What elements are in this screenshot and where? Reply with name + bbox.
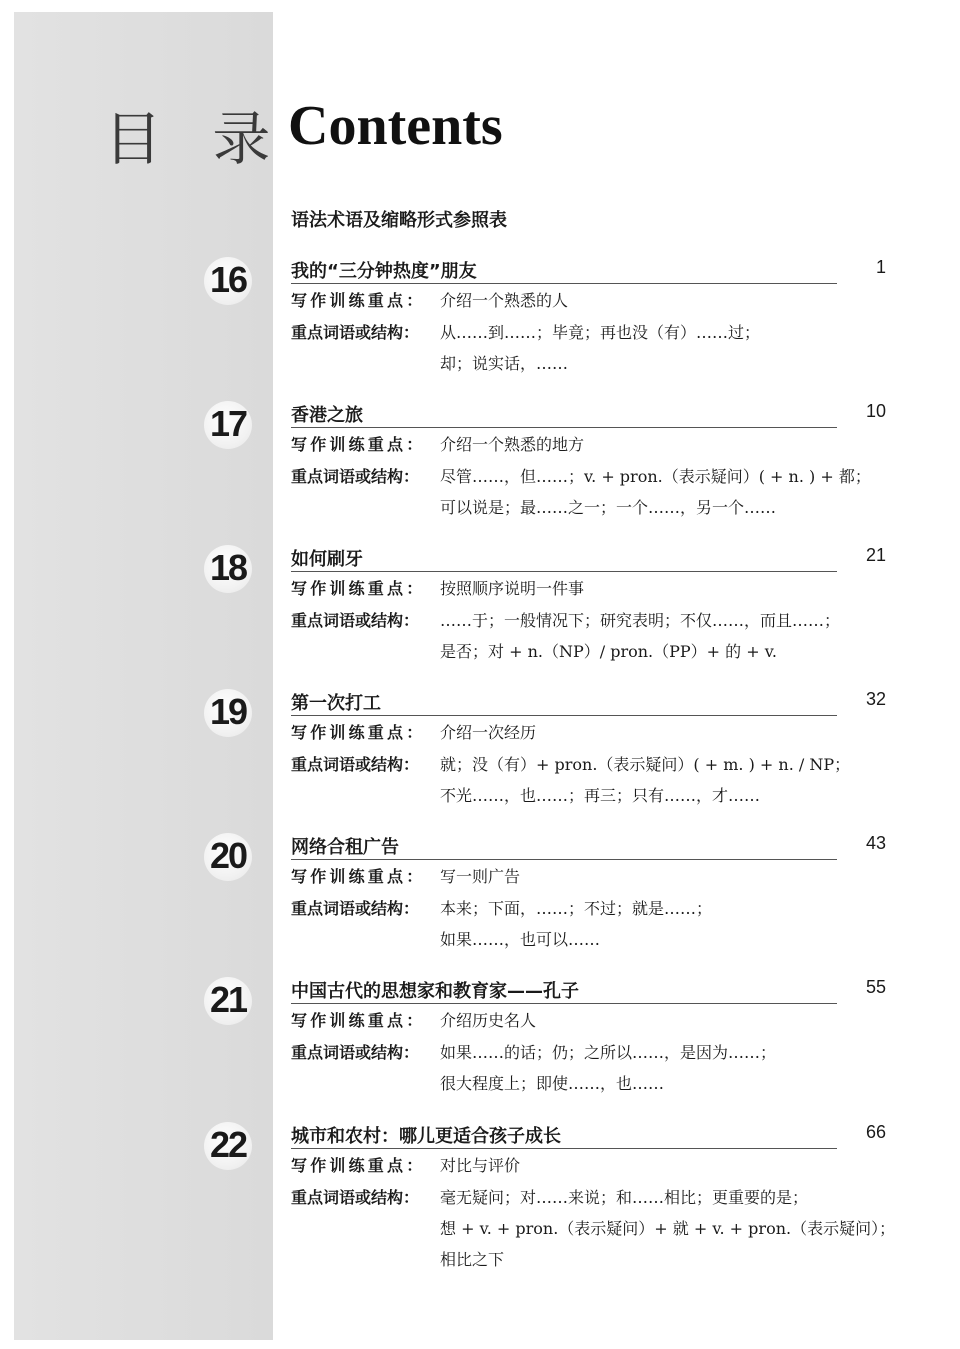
focus-text: 介绍一次经历 [440, 723, 537, 742]
focus-text: 写一则广告 [440, 867, 521, 886]
structures-line-1: 如果……的话；仍；之所以……，是因为……； [440, 1043, 777, 1062]
toc-unit-17 [0, 401, 960, 541]
unit-title[interactable]: 城市和农村：哪儿更适合孩子成长 [291, 1126, 561, 1147]
focus-label: 写作训练重点： [291, 435, 426, 454]
unit-title[interactable]: 如何刷牙 [291, 549, 363, 570]
focus-text: 介绍历史名人 [440, 1011, 537, 1030]
unit-number: 17 [209, 403, 247, 444]
unit-number: 18 [209, 547, 247, 588]
structures-label: 重点词语或结构： [291, 1188, 420, 1207]
unit-number: 20 [209, 835, 247, 876]
focus-text: 介绍一个熟悉的人 [440, 291, 569, 310]
title-underline [291, 1003, 837, 1004]
unit-number: 19 [209, 691, 247, 732]
structures-line-3: 相比之下 [440, 1250, 505, 1269]
title-underline [291, 1148, 837, 1149]
focus-label: 写作训练重点： [291, 867, 426, 886]
structures-line-1: 尽管……，但……；v. + pron.（表示疑问）( + n. ) + 都； [440, 467, 871, 486]
page-number: 21 [865, 545, 886, 565]
structures-line-1: 从……到……；毕竟；再也没（有）……过； [440, 323, 761, 342]
structures-label: 重点词语或结构： [291, 467, 420, 486]
focus-label: 写作训练重点： [291, 579, 426, 598]
unit-title[interactable]: 网络合租广告 [291, 837, 399, 858]
structures-line-2: 可以说是；最……之一；一个……，另一个…… [440, 498, 777, 517]
unit-title[interactable]: 中国古代的思想家和教育家——孔子 [291, 981, 579, 1002]
focus-text: 介绍一个熟悉的地方 [440, 435, 585, 454]
toc-unit-21 [0, 977, 960, 1117]
structures-line-2: 想 + v. + pron.（表示疑问）+ 就 + v. + pron.（表示疑问）； [440, 1219, 896, 1238]
structures-line-2: 很大程度上；即使……，也…… [440, 1074, 665, 1093]
toc-unit-22 [0, 1122, 960, 1282]
page-title-chinese: 目 录 [104, 105, 287, 173]
unit-number: 16 [209, 259, 247, 300]
structures-line-2: 却；说实话，…… [440, 354, 569, 373]
structures-line-1: ……于；一般情况下；研究表明；不仅……，而且……； [440, 611, 841, 630]
title-underline [291, 571, 837, 572]
title-underline [291, 715, 837, 716]
focus-label: 写作训练重点： [291, 1156, 426, 1175]
focus-label: 写作训练重点： [291, 1011, 426, 1030]
structures-label: 重点词语或结构： [291, 1043, 420, 1062]
title-underline [291, 283, 837, 284]
page-number: 10 [865, 401, 886, 421]
structures-label: 重点词语或结构： [291, 323, 420, 342]
structures-label: 重点词语或结构： [291, 899, 420, 918]
page-number: 32 [865, 689, 886, 709]
structures-line-1: 毫无疑问；对……来说；和……相比；更重要的是； [440, 1188, 809, 1207]
page-number: 43 [865, 833, 886, 853]
page-number: 1 [875, 257, 886, 277]
title-underline [291, 427, 837, 428]
structures-line-1: 本来；下面，……；不过；就是……； [440, 899, 713, 918]
structures-line-2: 不光……，也……；再三；只有……，才…… [440, 786, 761, 805]
structures-label: 重点词语或结构： [291, 611, 420, 630]
unit-title[interactable]: 第一次打工 [291, 693, 381, 714]
focus-label: 写作训练重点： [291, 291, 426, 310]
structures-line-2: 如果……，也可以…… [440, 930, 601, 949]
page-title-english: Contents [288, 95, 503, 157]
reference-table-link[interactable]: 语法术语及缩略形式参照表 [291, 210, 507, 231]
toc-unit-16 [0, 257, 960, 397]
page-number: 55 [865, 977, 886, 997]
focus-text: 对比与评价 [440, 1156, 521, 1175]
structures-line-1: 就；没（有）+ pron.（表示疑问）( + m. ) + n. / NP； [440, 755, 851, 774]
page-number: 66 [865, 1122, 886, 1142]
toc-unit-18 [0, 545, 960, 685]
focus-text: 按照顺序说明一件事 [440, 579, 585, 598]
toc-unit-19 [0, 689, 960, 829]
unit-number: 21 [209, 979, 247, 1020]
unit-number: 22 [209, 1124, 247, 1165]
toc-unit-20 [0, 833, 960, 973]
structures-label: 重点词语或结构： [291, 755, 420, 774]
unit-title[interactable]: 香港之旅 [291, 405, 363, 426]
title-underline [291, 859, 837, 860]
unit-title[interactable]: 我的“三分钟热度”朋友 [291, 261, 477, 282]
focus-label: 写作训练重点： [291, 723, 426, 742]
structures-line-2: 是否；对 + n.（NP）/ pron.（PP）+ 的 + v. [440, 642, 777, 661]
